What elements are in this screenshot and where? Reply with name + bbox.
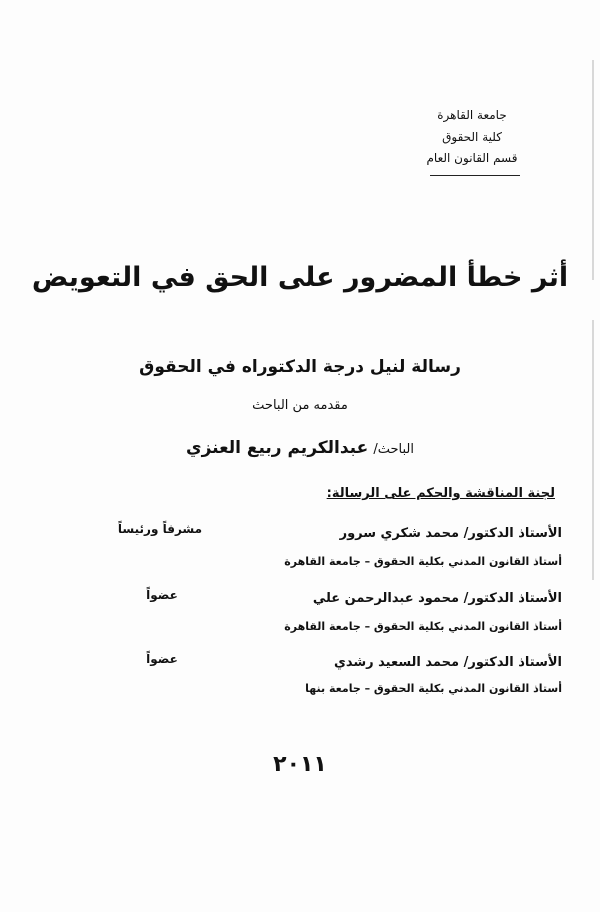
committee-member-affiliation: أستاذ القانون المدني بكلية الحقوق – جامعة القاهرة <box>284 555 562 568</box>
header-divider <box>430 175 520 176</box>
researcher-prefix: الباحث/ <box>373 442 414 457</box>
committee-heading: لجنة المناقشة والحكم على الرسالة: <box>326 486 555 501</box>
committee-member-name: الأستاذ الدكتور/ محمد شكري سرور <box>339 526 562 541</box>
committee-member-affiliation: أستاذ القانون المدني بكلية الحقوق – جامعة بنها <box>305 682 562 695</box>
department-name: قسم القانون العام <box>426 151 518 165</box>
committee-member-affiliation: أستاذ القانون المدني بكلية الحقوق – جامعة القاهرة <box>284 620 562 633</box>
degree-statement: رسالة لنيل درجة الدكتوراه في الحقوق <box>139 357 461 377</box>
committee-member-name: الأستاذ الدكتور/ محمد السعيد رشدي <box>333 655 562 670</box>
committee-member-role: عضواً <box>146 588 178 602</box>
scan-edge-mark <box>592 320 594 580</box>
thesis-year: ٢٠١١ <box>273 752 327 777</box>
committee-member-role: مشرفاً ورئيساً <box>117 522 203 536</box>
committee-member-role: عضواً <box>146 652 178 666</box>
university-name: جامعة القاهرة <box>437 108 507 122</box>
faculty-name: كلية الحقوق <box>442 130 502 144</box>
committee-member-name: الأستاذ الدكتور/ محمود عبدالرحمن علي <box>312 591 562 606</box>
scan-edge-mark <box>592 60 594 280</box>
presented-by-label: مقدمه من الباحث <box>252 398 348 413</box>
thesis-title: أثر خطأ المضرور على الحق في التعويض <box>31 262 569 293</box>
researcher-name: عبدالكريم ربيع العنزي <box>186 438 369 458</box>
researcher-line <box>0 438 600 458</box>
